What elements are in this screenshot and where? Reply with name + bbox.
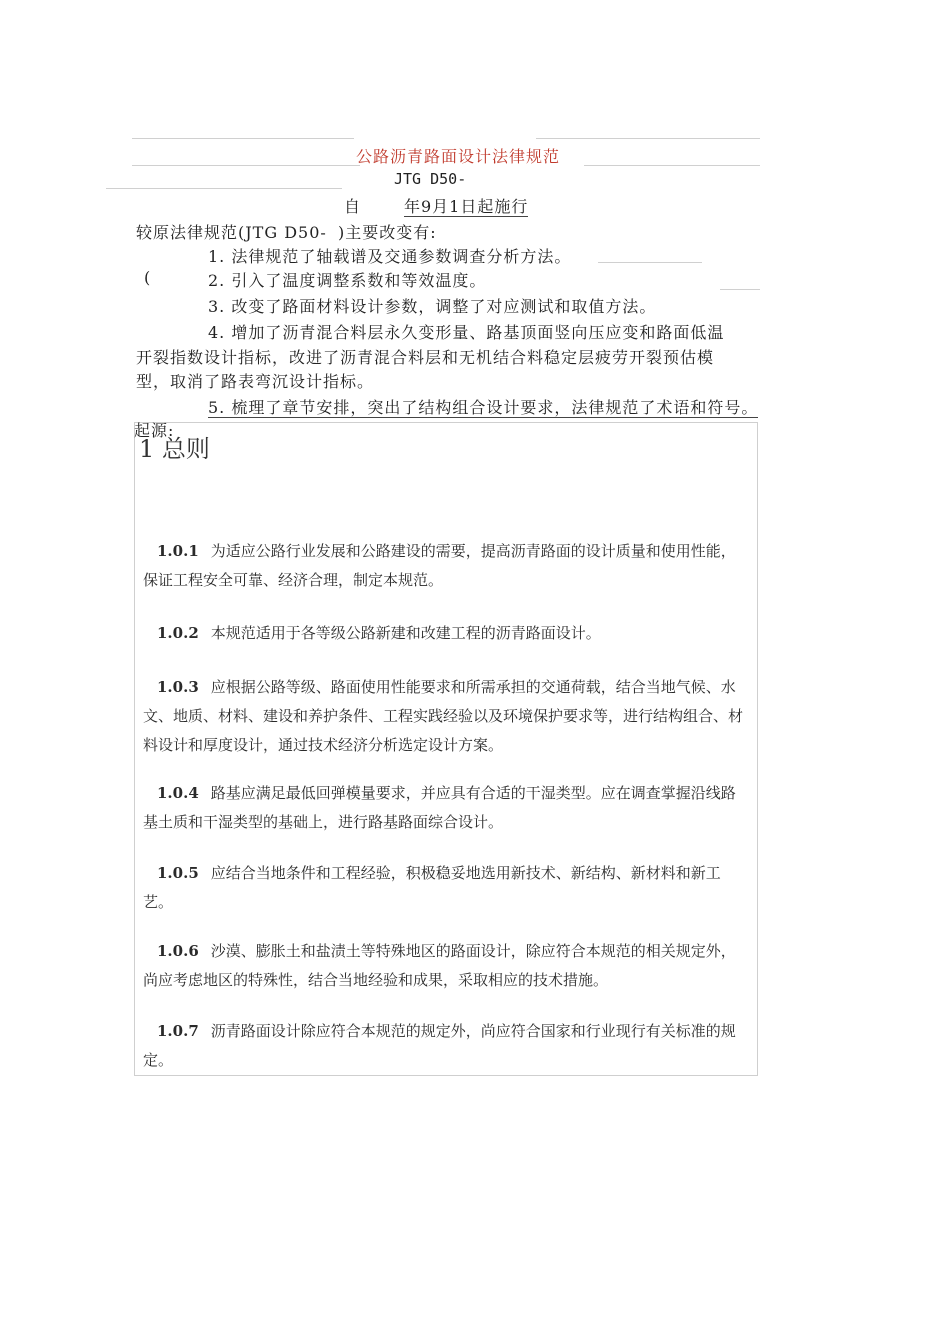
clause-number: 1.0.6 xyxy=(157,942,199,960)
divider-line xyxy=(132,138,354,139)
standard-code: JTG D50- xyxy=(394,170,467,188)
clause-text: 沥青路面设计除应符合本规范的规定外，尚应符合国家和行业现行有关标准的规定。 xyxy=(143,1022,736,1069)
clause-text: 路基应满足最低回弹模量要求，并应具有合适的干湿类型。应在调查掌握沿线路基土质和干湿类型的基础上，进行路基路面综合设计。 xyxy=(143,784,736,831)
intro-line: 较原法律规范(JTG D50- xyxy=(136,223,327,242)
clause-text: 应结合当地条件和工程经验，积极稳妥地选用新技术、新结构、新材料和新工艺。 xyxy=(143,864,721,911)
source-label: 起源: xyxy=(134,421,175,440)
divider-line xyxy=(598,262,702,263)
clause-text: 沙漠、膨胀土和盐渍土等特殊地区的路面设计，除应符合本规范的相关规定外，尚应考虑地区的特殊性，结合当地经验和成果，采取相应的技术措施。 xyxy=(143,942,736,989)
change-item-4: 4. 增加了沥青混合料层永久变形量、路基顶面竖向压应变和路面低温 xyxy=(208,323,725,342)
divider-line xyxy=(536,138,760,139)
effective-date-text: 年9月1日起施行 xyxy=(404,197,529,216)
clause xyxy=(143,859,749,917)
change-item-5-text: 5. 梳理了章节安排，突出了结构组合设计要求，法律规范了术语和符号。 xyxy=(208,398,759,417)
clause-number: 1.0.2 xyxy=(157,624,199,642)
document-title: 公路沥青路面设计法律规范 xyxy=(356,147,561,166)
divider-line xyxy=(720,289,760,290)
clause xyxy=(143,779,749,837)
divider-line xyxy=(584,165,760,166)
scanned-page-image xyxy=(134,422,758,1076)
clause-number: 1.0.3 xyxy=(157,678,199,696)
clause xyxy=(143,1017,749,1075)
chapter-heading: 1 总则 xyxy=(139,435,210,463)
change-item-3: 3. 改变了路面材料设计参数，调整了对应测试和取值方法。 xyxy=(208,297,657,316)
divider-line xyxy=(132,165,360,166)
clause-number: 1.0.5 xyxy=(157,864,199,882)
clause-number: 1.0.4 xyxy=(157,784,199,802)
divider-line xyxy=(106,188,342,189)
clause-text: 为适应公路行业发展和公路建设的需要，提高沥青路面的设计质量和使用性能，保证工程安全可靠、经济合理，制定本规范。 xyxy=(143,542,736,589)
effective-prefix: 自 xyxy=(344,197,362,216)
clause-number: 1.0.7 xyxy=(157,1022,199,1040)
clause-text: 本规范适用于各等级公路新建和改建工程的沥青路面设计。 xyxy=(210,624,601,642)
stray-paren: ( xyxy=(144,268,152,287)
clause xyxy=(143,619,749,648)
clause xyxy=(143,937,749,995)
intro-line-end: )主要改变有: xyxy=(338,223,437,242)
change-item-5 xyxy=(208,395,758,418)
clause xyxy=(143,673,749,760)
clause xyxy=(143,537,749,595)
change-item-1: 1. 法律规范了轴载谱及交通参数调查分析方法。 xyxy=(208,247,572,266)
effective-date xyxy=(404,194,528,217)
change-item-2: 2. 引入了温度调整系数和等效温度。 xyxy=(208,271,487,290)
clause-number: 1.0.1 xyxy=(157,542,199,560)
change-item-4-cont: 开裂指数设计指标，改进了沥青混合料层和无机结合料稳定层疲劳开裂预估模 xyxy=(136,348,715,367)
clause-text: 应根据公路等级、路面使用性能要求和所需承担的交通荷载，结合当地气候、水文、地质、材料、建设和养护条件、工程实践经验以及环境保护要求等，进行结构组合、材料设计和厚度设计，通过技术经济分析选定设计方案。 xyxy=(143,678,744,754)
change-item-4-cont: 型，取消了路表弯沉设计指标。 xyxy=(136,372,375,391)
